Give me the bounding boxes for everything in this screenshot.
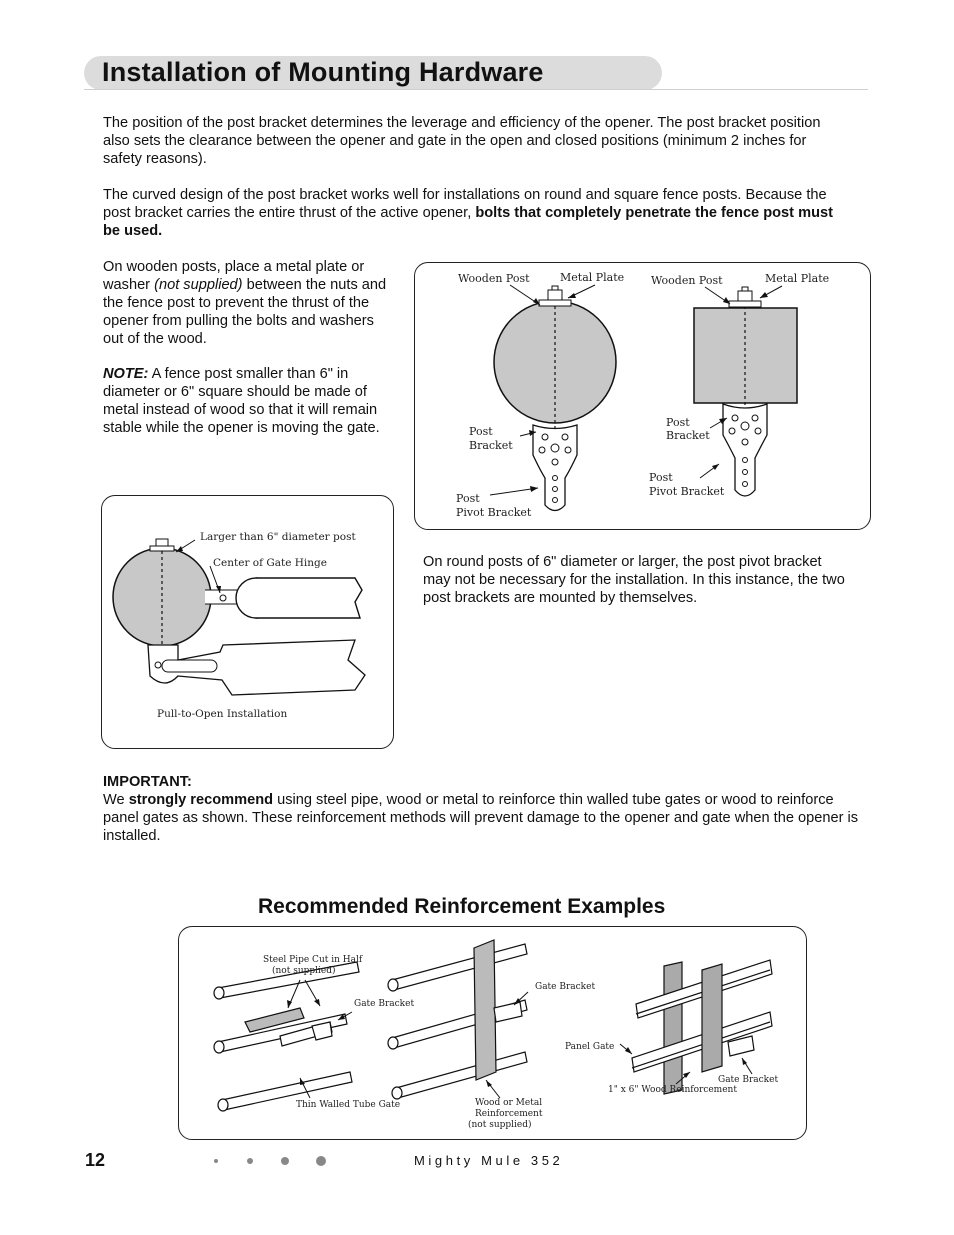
footer-product: Mighty Mule 352 [414, 1153, 564, 1168]
reinforcement-title: Recommended Reinforcement Examples [258, 895, 666, 918]
steel-pipe-label: Steel Pipe Cut in Half [263, 955, 363, 965]
footer-dot-1 [214, 1159, 218, 1163]
intro-paragraph-1: The position of the post bracket determines the leverage and efficiency of the opener. The post bracket position also sets the clearance between the opener and gate in the open and closed positions (minimum 2 inches for safety reasons). [103, 115, 821, 167]
square-pivot-label-1: Post [649, 471, 673, 484]
not-supplied-label-1: (not supplied) [272, 966, 336, 976]
round-wooden-post-label: Wooden Post [458, 272, 530, 285]
important-bold: strongly recommend [128, 792, 274, 808]
intro-p2-text: The curved design of the post bracket works well for installations on round and square fence posts. Because the post bracket carries the entire thrust of the active opener, [103, 187, 827, 221]
round-pivot-label-1: Post [456, 492, 480, 505]
important-we: We [103, 792, 129, 808]
important-label: IMPORTANT: [103, 774, 192, 790]
not-supplied-label-2: (not supplied) [468, 1120, 532, 1130]
gate-bracket-label-3: Gate Bracket [718, 1075, 779, 1085]
square-post-bracket-label-1: Post [666, 416, 690, 429]
note-text: A fence post smaller than 6" in diameter or 6" square should be made of metal instead of wood so that it will remain stable while the opener is moving the gate. [103, 366, 380, 436]
intro-p2-bold: bolts that completely penetrate the fence post must be used. [103, 205, 833, 239]
page-title: Installation of Mounting Hardware [102, 57, 544, 87]
pull-to-open-caption: Pull-to-Open Installation [157, 708, 288, 720]
page-number: 12 [85, 1150, 106, 1170]
round-post-note: On round posts of 6" diameter or larger, the post pivot bracket may not be necessary for the installation. In this instance, the two post brackets are mounted by themselves. [423, 554, 845, 606]
square-pivot-label-2: Pivot Bracket [649, 485, 725, 498]
wood-reinforcement-label: 1" x 6" Wood Reinforcement [608, 1085, 737, 1095]
gate-bracket-label-2: Gate Bracket [535, 982, 596, 992]
round-post-bracket-label-1: Post [469, 425, 493, 438]
panel-gate-label: Panel Gate [565, 1042, 615, 1052]
round-post-bracket-label-2: Bracket [469, 439, 513, 452]
square-post-bracket-label-2: Bracket [666, 429, 710, 442]
wood-post-text-b: between the nuts and the fence post to prevent the thrust of the opener from pulling the bolts and washers out of the wood. [103, 277, 387, 347]
wood-post-italic: (not supplied) [154, 277, 243, 293]
footer-dot-4 [316, 1156, 326, 1166]
gate-bracket-label-1: Gate Bracket [354, 999, 415, 1009]
wood-metal-label-1: Wood or Metal [475, 1098, 543, 1108]
gate-hinge-label: Center of Gate Hinge [213, 557, 327, 569]
wood-post-text-a: On wooden posts, place a metal plate or washer [103, 259, 365, 293]
larger-post-label: Larger than 6" diameter post [200, 531, 356, 543]
round-metal-plate-label: Metal Plate [560, 271, 625, 284]
footer-dot-2 [247, 1158, 253, 1164]
wood-metal-label-2: Reinforcement [475, 1109, 543, 1119]
thin-walled-label: Thin Walled Tube Gate [296, 1100, 401, 1110]
note-label: NOTE: [103, 366, 149, 382]
square-metal-plate-label: Metal Plate [765, 272, 830, 285]
square-wooden-post-label: Wooden Post [651, 274, 723, 287]
round-pivot-label-2: Pivot Bracket [456, 506, 532, 519]
important-text: using steel pipe, wood or metal to reinforce thin walled tube gates or wood to reinforce panel gates as shown. These reinforcement methods will prevent damage to the opener and gate when the opener is installed. [103, 792, 859, 844]
footer-dot-3 [281, 1157, 289, 1165]
